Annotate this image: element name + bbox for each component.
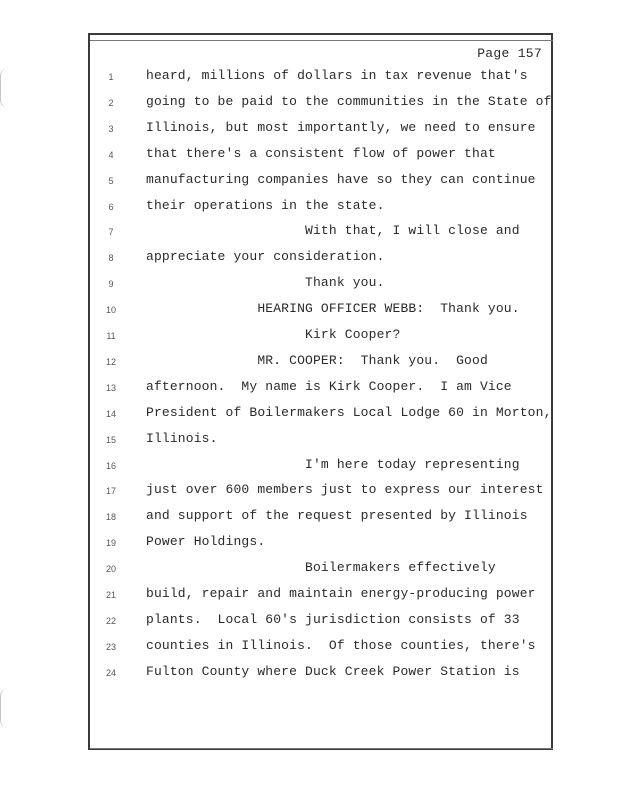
line-text: Boilermakers effectively bbox=[146, 560, 496, 576]
transcript-line bbox=[0, 560, 618, 580]
line-number: 19 bbox=[105, 538, 116, 549]
line-number: 18 bbox=[105, 512, 116, 523]
transcript-line bbox=[0, 664, 618, 684]
line-number: 4 bbox=[108, 149, 114, 160]
line-number: 23 bbox=[105, 641, 116, 652]
line-text: Illinois. bbox=[146, 430, 218, 446]
transcript-line bbox=[0, 638, 618, 658]
line-number: 2 bbox=[108, 97, 114, 108]
line-number: 1 bbox=[108, 72, 114, 82]
line-number: 24 bbox=[105, 667, 116, 678]
line-number: 13 bbox=[105, 382, 116, 393]
transcript-line bbox=[0, 223, 618, 243]
top-rule bbox=[90, 40, 553, 41]
line-text: manufacturing companies have so they can continue bbox=[146, 171, 536, 187]
transcript-line bbox=[0, 120, 618, 140]
line-text: Fulton County where Duck Creek Power Station is bbox=[146, 663, 520, 679]
transcript-line bbox=[0, 431, 618, 451]
line-number: 5 bbox=[108, 175, 114, 186]
transcript-line bbox=[0, 405, 618, 425]
transcript-line bbox=[0, 94, 618, 114]
scan-margin-mark-bottom bbox=[0, 688, 11, 728]
line-number: 7 bbox=[108, 227, 114, 238]
transcript-line bbox=[0, 327, 618, 347]
transcript-line bbox=[0, 146, 618, 166]
line-text: and support of the request presented by Illinois bbox=[146, 508, 528, 524]
line-text: going to be paid to the communities in the State of bbox=[146, 93, 552, 109]
line-number: 20 bbox=[105, 564, 116, 575]
page-number: Page 157 bbox=[477, 46, 542, 61]
line-number: 16 bbox=[105, 460, 116, 471]
transcript-line bbox=[0, 172, 618, 192]
line-text: afternoon. My name is Kirk Cooper. I am Vice bbox=[146, 378, 512, 394]
line-text: appreciate your consideration. bbox=[146, 249, 385, 265]
transcript-line bbox=[0, 612, 618, 632]
transcript-line bbox=[0, 275, 618, 295]
line-number: 21 bbox=[105, 590, 116, 600]
line-number: 6 bbox=[108, 201, 114, 212]
line-number: 22 bbox=[105, 615, 116, 626]
line-text: plants. Local 60's jurisdiction consists of 33 bbox=[146, 611, 520, 627]
transcript-line bbox=[0, 249, 618, 269]
transcript-line bbox=[0, 198, 618, 218]
line-text: heard, millions of dollars in tax revenue that's bbox=[146, 68, 528, 83]
line-text: counties in Illinois. Of those counties, there's bbox=[146, 637, 536, 653]
line-text: President of Boilermakers Local Lodge 60 in Morton, bbox=[146, 404, 552, 420]
transcript-line bbox=[0, 457, 618, 477]
transcript-line bbox=[0, 68, 618, 88]
transcript-line bbox=[0, 586, 618, 606]
transcript-line bbox=[0, 482, 618, 502]
line-text: just over 600 members just to express our interest bbox=[146, 482, 544, 498]
line-number: 15 bbox=[105, 434, 116, 445]
transcript-line bbox=[0, 379, 618, 399]
line-text: I'm here today representing bbox=[146, 456, 520, 472]
line-text: Kirk Cooper? bbox=[146, 327, 401, 342]
line-text: MR. COOPER: Thank you. Good bbox=[146, 352, 488, 368]
line-text: build, repair and maintain energy-producing power bbox=[146, 586, 536, 601]
line-number: 12 bbox=[105, 356, 116, 367]
transcript-line bbox=[0, 301, 618, 321]
bottom-rule bbox=[90, 748, 553, 749]
line-text: that there's a consistent flow of power that bbox=[146, 145, 496, 161]
line-number: 14 bbox=[105, 408, 116, 419]
line-number: 3 bbox=[108, 123, 114, 134]
line-number: 17 bbox=[105, 486, 116, 497]
line-text: HEARING OFFICER WEBB: Thank you. bbox=[146, 301, 520, 317]
line-text: their operations in the state. bbox=[146, 197, 385, 213]
transcript-line bbox=[0, 534, 618, 554]
line-text: Illinois, but most importantly, we need to ensure bbox=[146, 119, 536, 135]
line-number: 10 bbox=[105, 305, 116, 316]
line-text: Thank you. bbox=[146, 275, 385, 291]
transcript-line bbox=[0, 508, 618, 528]
line-number: 9 bbox=[108, 279, 114, 290]
line-number: 8 bbox=[108, 253, 114, 264]
line-text: With that, I will close and bbox=[146, 223, 520, 239]
line-number: 11 bbox=[106, 331, 116, 341]
transcript-line bbox=[0, 353, 618, 373]
line-text: Power Holdings. bbox=[146, 534, 266, 550]
